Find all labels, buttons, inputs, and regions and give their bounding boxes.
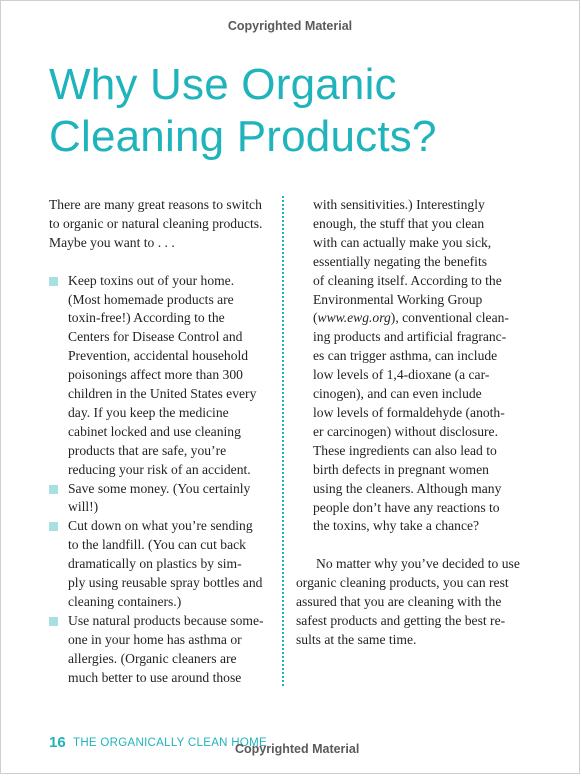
text-line: enough, the stuff that you clean [313,215,485,231]
text-line: organic cleaning products, you can rest [296,575,509,591]
text-line: much better to use around those [68,669,242,685]
title-line-1: Why Use Organic [49,60,397,109]
text-line: of cleaning itself. According to the [313,272,502,288]
left-column [49,196,269,688]
text-line: cabinet locked and use cleaning [68,423,241,439]
text-line: with can actually make you sick, [313,234,492,250]
column-divider [282,196,284,686]
list-item [49,480,269,518]
text-line: to the landfill. (You can cut back [68,537,246,553]
list-item [49,517,269,612]
text-line: cleaning containers.) [68,594,182,610]
text-line: sults at the same time. [296,631,417,647]
text-line: cinogen), and can even include [313,386,482,402]
text-line: dramatically on plastics by sim- [68,556,242,572]
text-line: Environmental Working Group [313,291,483,307]
text-line: day. If you keep the medicine [68,404,229,420]
text-line: ply using reusable spray bottles and [68,575,263,591]
text-line: safest products and getting the best re- [296,612,506,628]
text-line: allergies. (Organic cleaners are [68,650,237,666]
website-link-text: www.ewg.org [317,310,391,326]
bullet-square-icon [49,277,58,286]
text-line: Centers for Disease Control and [68,329,243,345]
text-line: low levels of 1,4-dioxane (a car- [313,367,490,383]
text-line: assured that you are cleaning with the [296,594,502,610]
closing-paragraph [296,555,520,650]
text-line: Save some money. (You certainly [68,480,251,496]
text-line: using the cleaners. Although many [313,480,502,496]
text-line: children in the United States every [68,386,257,402]
text-line: the toxins, why take a chance? [313,518,480,534]
right-column [296,196,520,650]
bullet-square-icon [49,485,58,494]
page-number: 16 [49,734,66,751]
text-line: products that are safe, you’re [68,442,227,458]
text-line: (www.ewg.org), conventional clean- [313,310,509,326]
intro-paragraph [49,196,269,253]
bullet-square-icon [49,617,58,626]
text-line: birth defects in pregnant women [313,461,489,477]
running-footer-title: THE ORGANICALLY CLEAN HOME [73,737,267,749]
list-item [49,612,269,688]
copyright-notice-top: Copyrighted Material [227,19,353,33]
text-line: (Most homemade products are [68,291,234,307]
list-item [49,272,269,480]
text-line: Prevention, accidental household [68,348,249,364]
text-line: poisonings affect more than 300 [68,367,243,383]
text-line: low levels of formaldehyde (anoth- [313,404,505,420]
text-line: Use natural products because some- [68,612,264,628]
text-line: essentially negating the benefits [313,253,488,269]
text-line: one in your home has asthma or [68,631,242,647]
bullet-square-icon [49,522,58,531]
text-line: er carcinogen) without disclosure. [313,423,498,439]
text-line: people don’t have any reactions to [313,499,500,515]
text-line: will!) [68,499,99,515]
continued-paragraph [313,196,513,536]
text-line: toxin-free!) According to the [68,310,225,326]
reasons-list [49,272,269,688]
text-line: These ingredients can also lead to [313,442,497,458]
copyright-notice-bottom: Copyrighted Material [235,742,360,756]
title-line-2: Cleaning Products? [49,112,437,161]
text-line: reducing your risk of an accident. [68,461,251,477]
text-line: No matter why you’ve decided to use [316,556,520,572]
text-line: es can trigger asthma, can include [313,348,498,364]
text-line: Cut down on what you’re sending [68,518,253,534]
text-line: to organic or natural cleaning products. [49,215,263,231]
chapter-title [49,59,437,163]
text-line: Keep toxins out of your home. [68,272,235,288]
text-line: ing products and artificial fragranc- [313,329,507,345]
text-line: There are many great reasons to switch [49,197,262,212]
text-line: with sensitivities.) Interestingly [313,197,485,212]
text-line: Maybe you want to . . . [49,234,175,250]
